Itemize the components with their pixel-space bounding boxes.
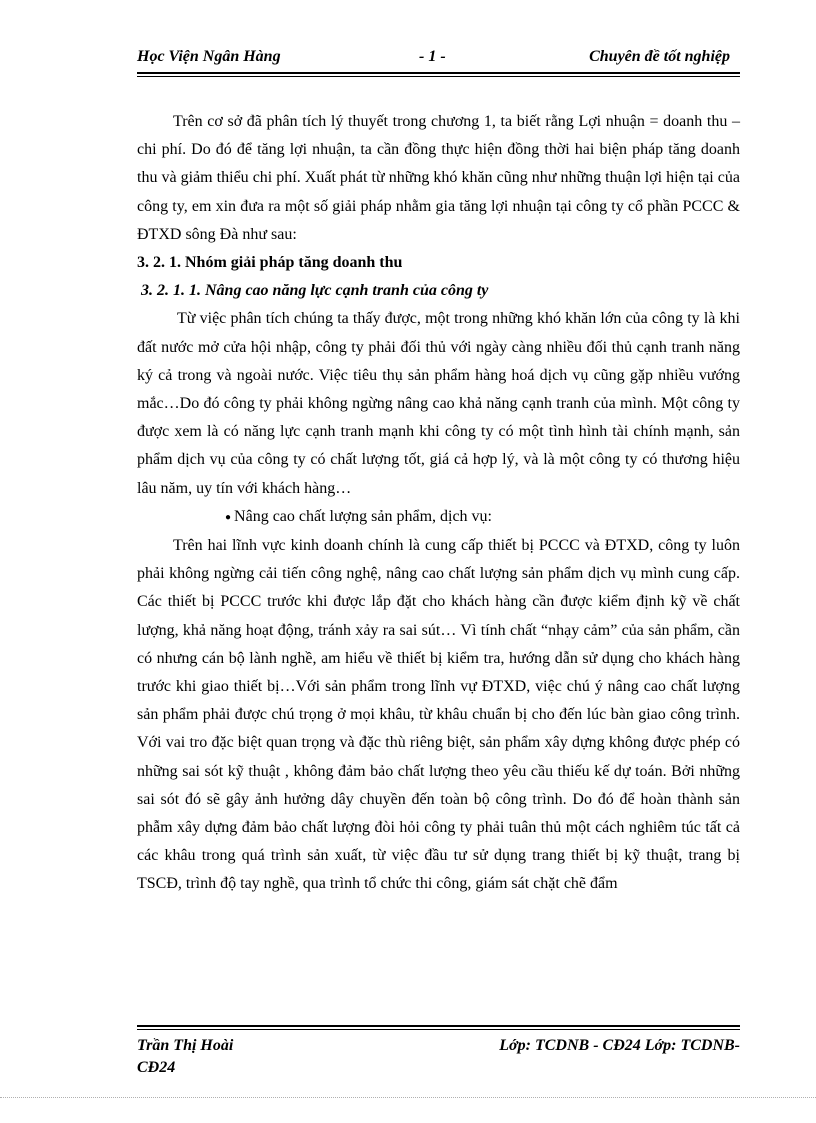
subsection-heading: 3. 2. 1. 1. Nâng cao năng lực cạnh tranh của công ty xyxy=(141,282,489,300)
bullet-text: Nâng cao chất lượng sản phẩm, dịch vụ: xyxy=(234,507,492,525)
page-number: - 1 - xyxy=(419,48,446,65)
footer-class-continued: CĐ24 xyxy=(137,1059,176,1076)
header-rule-thick xyxy=(137,72,740,74)
header-institution: Học Viện Ngân Hàng xyxy=(137,48,281,65)
section-heading: 3. 2. 1. Nhóm giải pháp tăng doanh thu xyxy=(137,254,403,272)
footer-rule-thin xyxy=(137,1029,740,1030)
intro-paragraph: Trên cơ sở đã phân tích lý thuyết trong chương 1, ta biết rằng Lợi nhuận = doanh thu – chi phí. Do đó để tăng lợi nhuận, ta cần đồng thực hiện đồng thời hai biện pháp tăng doanh thu và giảm thiểu chi phí. Xuất phát từ những khó khăn cũng như những thuận lợi hiện tại của công ty, em xin đưa ra một số giải pháp nhằm gia tăng lợi nhuận tại công ty cổ phần PCCC & ĐTXD sông Đà như sau: xyxy=(137,113,740,243)
page-boundary xyxy=(0,1097,816,1098)
footer-class: Lớp: TCDNB - CĐ24 Lớp: TCDNB- xyxy=(499,1037,740,1054)
footer-author: Trần Thị Hoài xyxy=(137,1037,234,1054)
competitiveness-paragraph: Từ việc phân tích chúng ta thấy được, một trong những khó khăn lớn của công ty là khi đất nước mở cửa hội nhập, công ty phải đối thủ với ngày càng nhiều đối thủ cạnh tranh năng ký cả trong và ngoài nước. Việc tiêu thụ sản phẩm hàng hoá dịch vụ cũng gặp nhiều vướng mắc…Do đó công ty phải không ngừng nâng cao khả năng cạnh tranh của mình. Một công ty được xem là có năng lực cạnh tranh mạnh khi công ty có một tình hình tài chính mạnh, sản phẩm dịch vụ của công ty có chất lượng tốt, giá cả hợp lý, và là một công ty có thương hiệu lâu năm, uy tín với khách hàng… xyxy=(137,310,740,497)
bullet-icon: ● xyxy=(225,511,232,523)
header-document-type: Chuyên đề tốt nghiệp xyxy=(589,48,730,65)
document-body xyxy=(137,108,740,899)
footer-rule-thick xyxy=(137,1025,740,1027)
bullet-item xyxy=(137,503,740,532)
page-header xyxy=(137,46,740,72)
header-rule-thin xyxy=(137,76,740,77)
quality-paragraph: Trên hai lĩnh vực kinh doanh chính là cung cấp thiết bị PCCC và ĐTXD, công ty luôn phải không ngừng cải tiến công nghệ, nâng cao chất lượng sản phẩm dịch vụ mình cung cấp. Các thiết bị PCCC trước khi được lắp đặt cho khách hàng cần được kiểm định kỹ về chất lượng, khả năng hoạt động, tránh xảy ra sai sút… Vì tính chất “nhạy cảm” của sản phẩm, cần có nhưng cán bộ lành nghề, am hiểu về thiết bị kiểm tra, hướng dẫn sử dụng cho khách hàng trước khi giao thiết bị…Với sản phẩm trong lĩnh vự ĐTXD, việc chú ý nâng cao chất lượng sản phẩm phải được chú trọng ở mọi khâu, từ khâu chuẩn bị cho đến lúc bàn giao công trình. Với vai tro đặc biệt quan trọng và đặc thù riêng biệt, sản phẩm xây dựng không được phép có những sai sót kỹ thuật , không đảm bảo chất lượng theo yêu cầu thiếu kế dự toán. Bởi những sai sót đó sẽ gây ảnh hưởng dây chuyền đến toàn bộ công trình. Do đó để hoàn thành sản phẫm xây dựng đảm bảo chất lượng đòi hỏi công ty phải tuân thủ một cách nghiêm túc tất cả các khâu trong quá trình sản xuất, từ việc đầu tư sử dụng trang thiết bị kỹ thuật, trang bị TSCĐ, trình độ tay nghề, qua trình tổ chức thi công, giám sát chặt chẽ đẩm xyxy=(137,537,740,893)
